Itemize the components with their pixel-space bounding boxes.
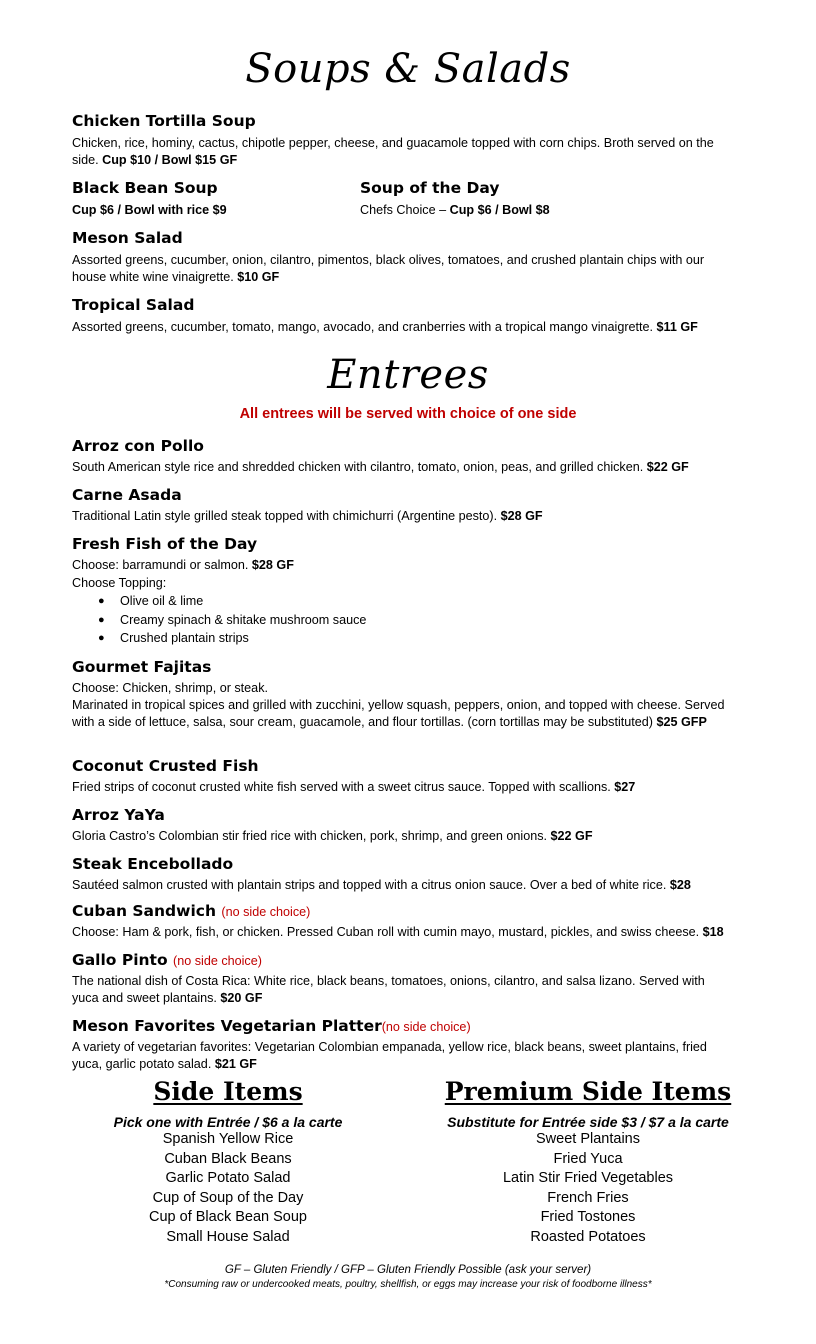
soups-salads-title: Soups & Salads <box>245 46 571 92</box>
cuban-sandwich-desc: Choose: Ham & pork, fish, or chicken. Pressed Cuban roll with cumin mayo, mustard, pickles, and swiss cheese. $18 <box>72 925 724 939</box>
soup-of-the-day-title: Soup of the Day <box>360 179 500 197</box>
fresh-fish-title: Fresh Fish of the Day <box>72 535 258 553</box>
bullet-icon: ● <box>98 632 105 645</box>
coconut-crusted-fish-title: Coconut Crusted Fish <box>72 757 259 775</box>
cuban-sandwich-price: $18 <box>702 925 724 939</box>
list-item: Garlic Potato Salad <box>165 1170 291 1186</box>
gourmet-fajitas-title: Gourmet Fajitas <box>72 658 212 676</box>
list-item: Fried Yuca <box>553 1150 623 1167</box>
gluten-legend: GF – Gluten Friendly / GFP – Gluten Friendly Possible (ask your server) <box>224 1264 592 1276</box>
steak-encebollado-title: Steak Encebollado <box>72 855 234 873</box>
list-item: ● Crushed plantain strips <box>72 629 572 648</box>
coconut-crusted-fish-price: $27 <box>614 780 636 794</box>
list-item: Cup of Soup of the Day <box>152 1189 304 1206</box>
fresh-fish-price: $28 GF <box>251 558 294 572</box>
list-item: Cup of Black Bean Soup <box>149 1209 307 1225</box>
arroz-con-pollo-price: $22 GF <box>646 460 689 474</box>
gourmet-fajitas-price: $25 GFP <box>656 714 707 729</box>
premium-side-items-list <box>428 1130 748 1247</box>
chicken-tortilla-soup-desc: Chicken, rice, hominy, cactus, chipotle pepper, cheese, and guacamole topped with corn chips. Broth served on the side. Cup $10 / Bowl $15 GF <box>72 136 714 167</box>
list-item: Cuban Black Beans <box>164 1150 292 1167</box>
foodborne-warning: *Consuming raw or undercooked meats, poultry, shellfish, or eggs may increase your risk of foodborne illness* <box>164 1279 652 1290</box>
fresh-fish-desc: Choose: barramundi or salmon. $28 GF <box>72 558 294 572</box>
cuban-sandwich-title: Cuban Sandwich (no side choice) <box>72 902 311 920</box>
no-side-choice-note: (no side choice) <box>173 954 262 968</box>
bullet-icon: ● <box>98 595 105 607</box>
arroz-yaya-price: $22 GF <box>550 829 593 843</box>
soup-of-the-day-desc: Chefs Choice – Cup $6 / Bowl $8 <box>360 203 550 217</box>
chicken-tortilla-soup-price: Cup $10 / Bowl $15 GF <box>102 152 238 167</box>
coconut-crusted-fish-desc: Fried strips of coconut crusted white fish served with a sweet citrus sauce. Topped with scallions. $27 <box>72 780 636 794</box>
black-bean-soup-title: Black Bean Soup <box>72 179 218 197</box>
gallo-pinto-desc: The national dish of Costa Rica: White rice, black beans, tomatoes, onions, cilantro, and salsa lizano. Served with yuca and sweet plantains. $20 GF <box>72 974 705 1005</box>
gallo-pinto-price: $20 GF <box>220 990 263 1005</box>
carne-asada-title: Carne Asada <box>72 486 182 504</box>
arroz-con-pollo-desc: South American style rice and shredded chicken with cilantro, tomato, onion, peas, and grilled chicken. $22 GF <box>72 460 689 474</box>
list-item: ● Creamy spinach & shitake mushroom sauce <box>72 611 572 630</box>
list-item: ● Olive oil & lime <box>72 592 572 611</box>
carne-asada-price: $28 GF <box>500 509 543 523</box>
side-items-title: Side Items <box>153 1077 303 1106</box>
vegetarian-platter-title: Meson Favorites Vegetarian Platter(no side choice) <box>72 1017 471 1035</box>
steak-encebollado-desc: Sautéed salmon crusted with plantain strips and topped with a citrus onion sauce. Over a bed of white rice. $28 <box>72 878 691 892</box>
tropical-salad-price: $11 GF <box>656 320 698 334</box>
premium-side-items-subtitle: Substitute for Entrée side $3 / $7 a la carte <box>447 1114 729 1130</box>
no-side-choice-note: (no side choice) <box>381 1020 471 1034</box>
arroz-con-pollo-title: Arroz con Pollo <box>72 437 204 455</box>
arroz-yaya-desc: Gloria Castro’s Colombian stir fried rice with chicken, pork, shrimp, and green onions. $22 GF <box>72 829 593 843</box>
vegetarian-platter-price: $21 GF <box>214 1056 257 1071</box>
meson-salad-price: $10 GF <box>237 269 280 284</box>
soup-of-the-day-price: Cup $6 / Bowl $8 <box>449 203 550 217</box>
premium-side-items-section <box>428 1077 748 1247</box>
tropical-salad-title: Tropical Salad <box>72 296 195 314</box>
no-side-choice-note: (no side choice) <box>221 905 311 919</box>
list-item: Latin Stir Fried Vegetables <box>502 1170 674 1186</box>
premium-side-items-title: Premium Side Items <box>444 1077 732 1106</box>
gallo-pinto-title: Gallo Pinto (no side choice) <box>72 951 262 969</box>
black-bean-soup-price: Cup $6 / Bowl with rice $9 <box>72 203 227 217</box>
list-item: French Fries <box>547 1189 629 1206</box>
list-item: Spanish Yellow Rice <box>162 1131 294 1147</box>
arroz-yaya-title: Arroz YaYa <box>72 806 165 824</box>
steak-encebollado-price: $28 <box>669 878 691 892</box>
side-items-list <box>68 1130 388 1247</box>
gourmet-fajitas-desc: Marinated in tropical spices and grilled with zucchini, yellow squash, peppers, onion, and topped with cheese. Served with a side of lettuce, salsa, sour cream, guacamole, and flour tortillas. (corn tortillas may be substituted) $25 GFP <box>72 698 725 729</box>
meson-salad-title: Meson Salad <box>72 229 183 247</box>
list-item: Small House Salad <box>166 1228 290 1245</box>
list-item: Sweet Plantains <box>536 1131 640 1147</box>
side-items-section <box>68 1077 388 1247</box>
fresh-fish-topping-label: Choose Topping: <box>72 576 167 590</box>
entrees-title: Entrees <box>327 352 489 398</box>
carne-asada-desc: Traditional Latin style grilled steak topped with chimichurri (Argentine pesto). $28 GF <box>72 509 543 523</box>
fresh-fish-topping-list <box>72 592 572 648</box>
vegetarian-platter-desc: A variety of vegetarian favorites: Vegetarian Colombian empanada, yellow rice, black beans, sweet plantains, fried yuca, garlic potato salad. $21 GF <box>72 1040 707 1071</box>
side-items-subtitle: Pick one with Entrée / $6 a la carte <box>113 1114 343 1130</box>
meson-salad-desc: Assorted greens, cucumber, onion, cilantro, pimentos, black olives, tomatoes, and crushed plantain chips with our house white wine vinaigrette. $10 GF <box>72 253 705 284</box>
chicken-tortilla-soup-title: Chicken Tortilla Soup <box>72 112 256 130</box>
bullet-icon: ● <box>98 613 105 626</box>
list-item: Fried Tostones <box>540 1209 636 1225</box>
gourmet-fajitas-choose: Choose: Chicken, shrimp, or steak. <box>72 681 268 695</box>
entrees-subtitle: All entrees will be served with choice of one side <box>239 406 577 422</box>
tropical-salad-desc: Assorted greens, cucumber, tomato, mango, avocado, and cranberries with a tropical mango vinaigrette. $11 GF <box>72 320 698 334</box>
list-item: Roasted Potatoes <box>530 1228 646 1245</box>
